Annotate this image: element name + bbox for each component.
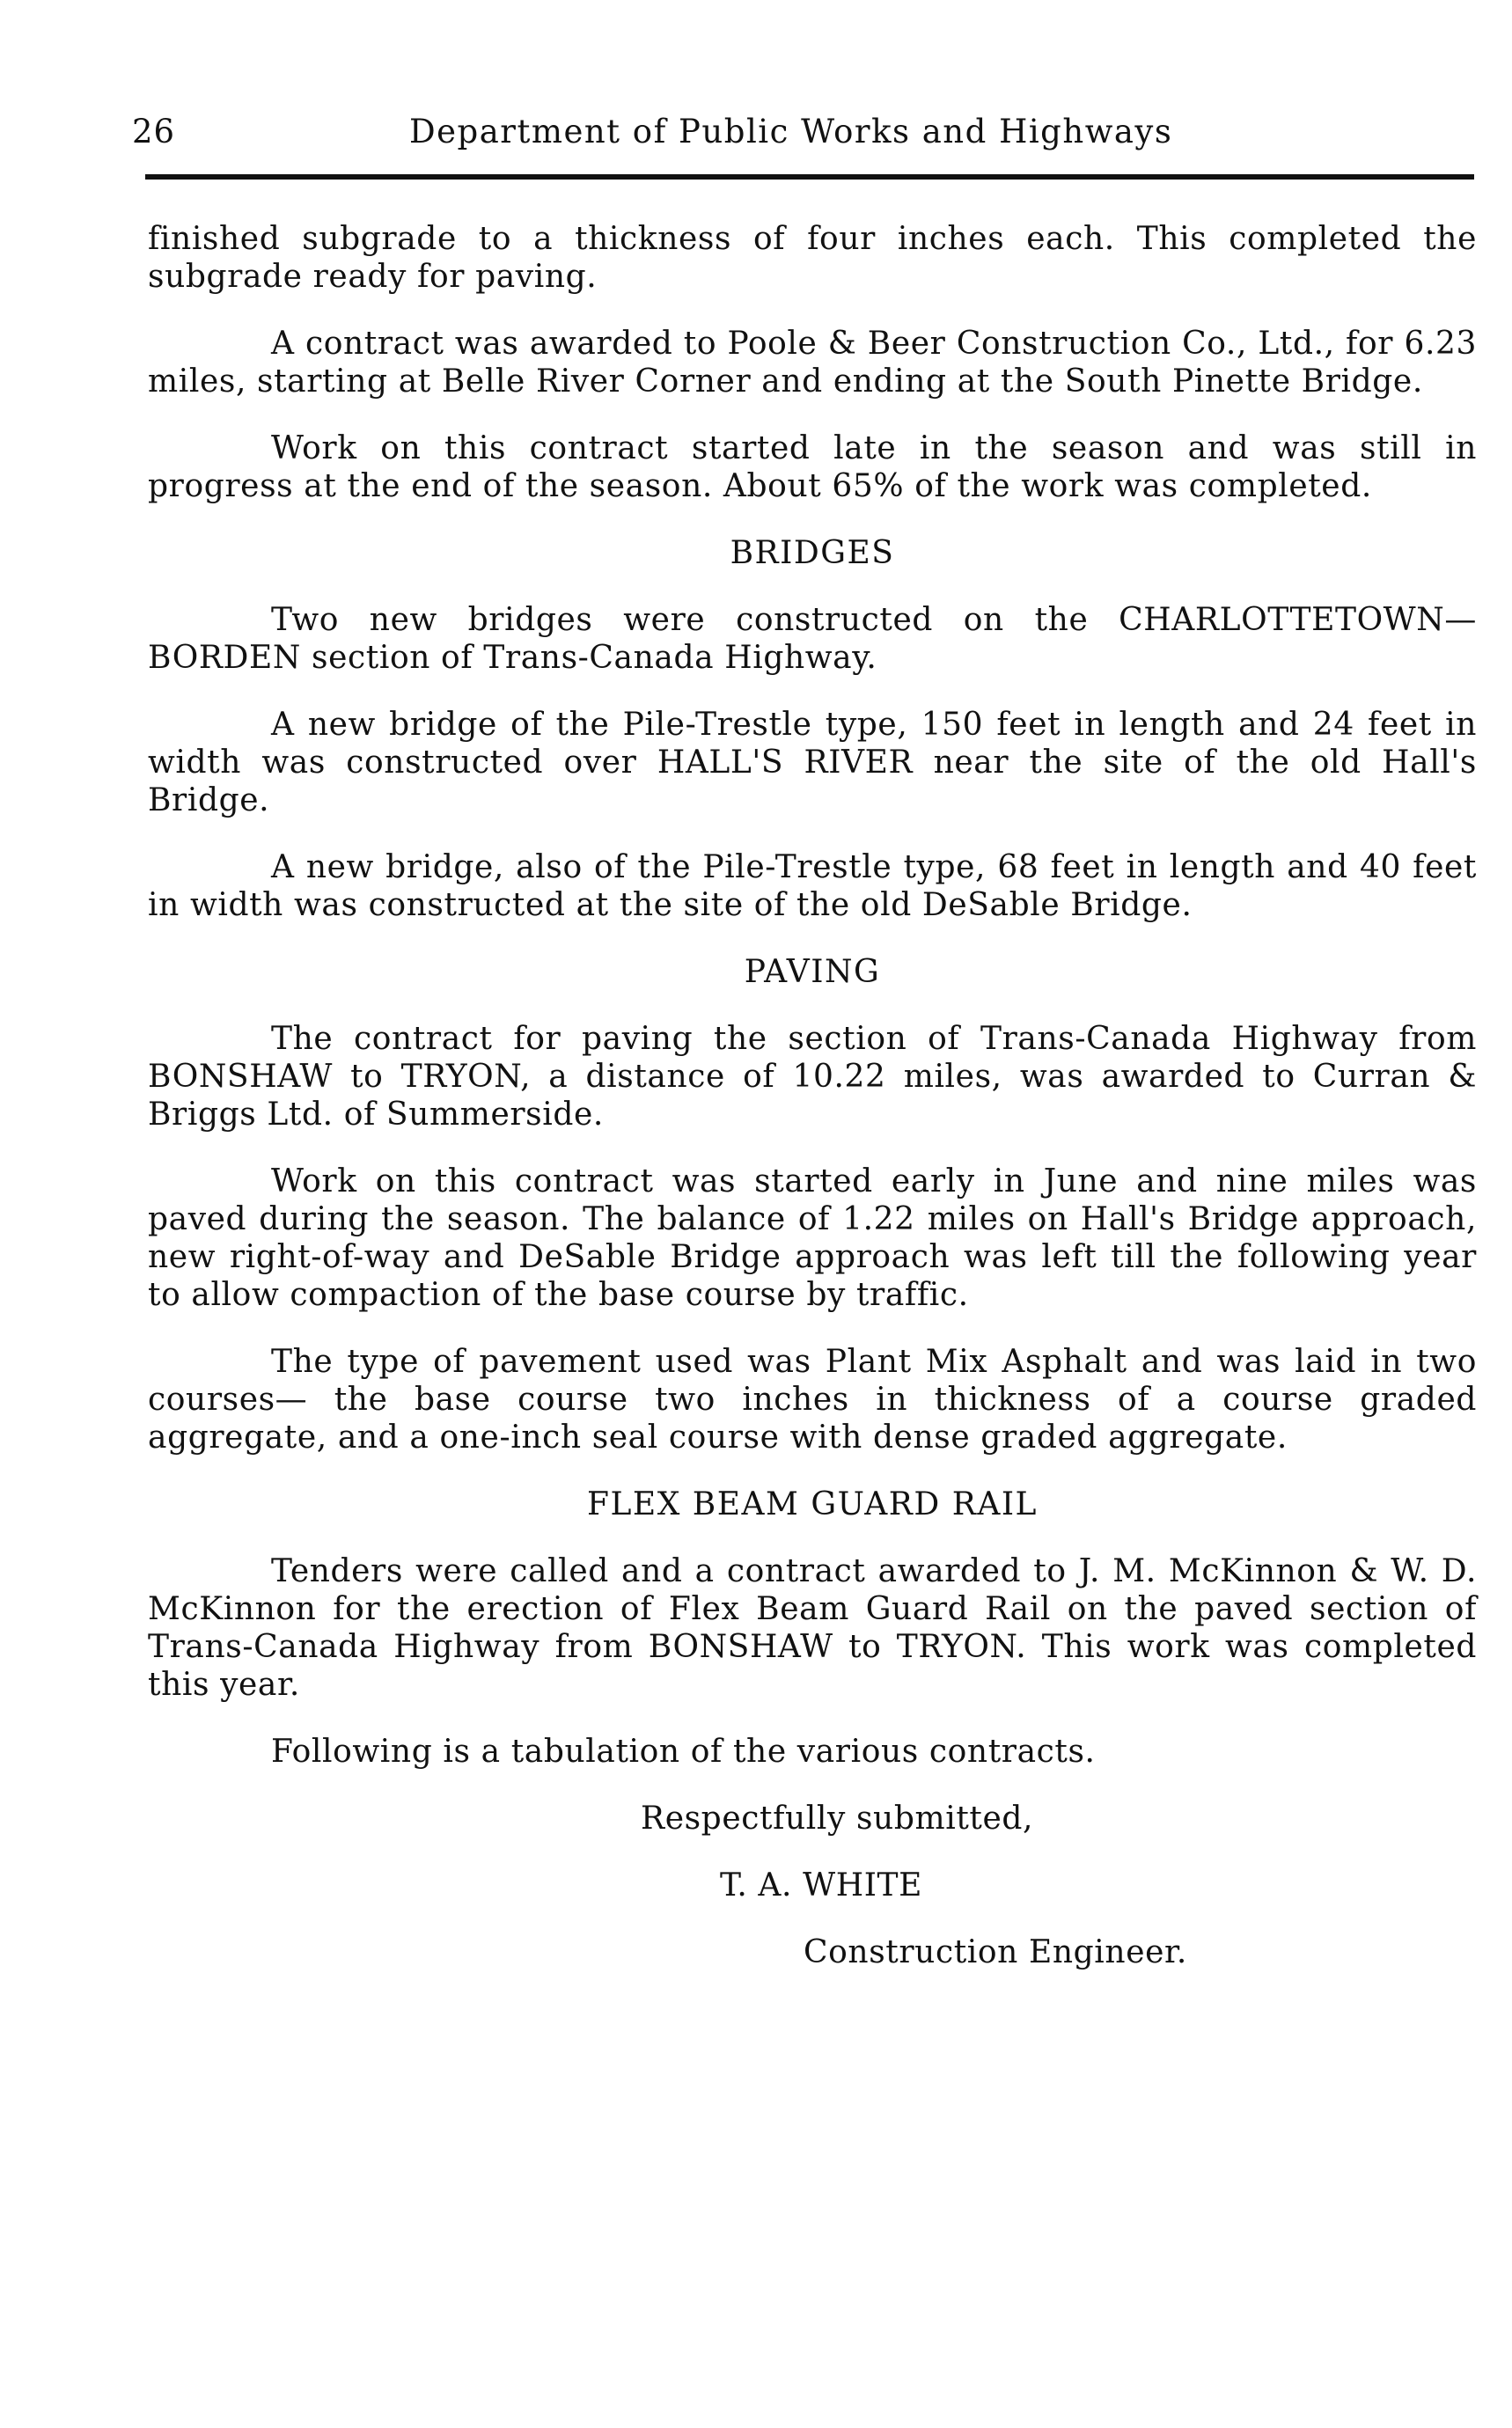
paragraph-bridges-intro: Two new bridges were constructed on the CHARLOTTETOWN—BORDEN section of Trans-Canada Highway. [148,602,1477,676]
paragraph-contract-progress: Work on this contract started late in the season and was still in progress at the end of the season. About 65% of the work was completed. [148,430,1477,504]
paragraph-subgrade: finished subgrade to a thickness of four inches each. This completed the subgrade ready for paving. [148,221,1477,295]
paragraph-paving-contract: The contract for paving the section of Trans-Canada Highway from BONSHAW to TRYON, a distance of 10.22 miles, was awarded to Curran & Briggs Ltd. of Summerside. [148,1021,1477,1133]
heading-guard-rail: FLEX BEAM GUARD RAIL [587,1486,1038,1522]
heading-paving: PAVING [744,954,881,990]
paragraph-guard-rail: Tenders were called and a contract awarded to J. M. McKinnon & W. D. McKinnon for the erection of Flex Beam Guard Rail on the paved section of Trans-Canada Highway from BONSHAW to TRYON. This work was completed this year. [148,1553,1477,1703]
paragraph-pavement-type: The type of pavement used was Plant Mix Asphalt and was laid in two courses— the base course two inches in thickness of a course graded aggregate, and a one-inch seal course with dense graded aggregate. [148,1344,1477,1456]
page-number: 26 [132,113,176,150]
paragraph-halls-river-bridge: A new bridge of the Pile-Trestle type, 150 feet in length and 24 feet in width was constructed over HALL'S RIVER near the site of the old Hall's Bridge. [148,707,1477,818]
paragraph-desable-bridge: A new bridge, also of the Pile-Trestle type, 68 feet in length and 40 feet in width was constructed at the site of the old DeSable Bridge. [148,849,1477,923]
closing-salutation: Respectfully submitted, [641,1801,1034,1837]
paragraph-paving-progress: Work on this contract was started early in June and nine miles was paved during the season. The balance of 1.22 miles on Hall's Bridge approach, new right-of-way and DeSable Bridge approach was left till the following year to allow compaction of the base course by traffic. [148,1163,1477,1313]
heading-bridges: BRIDGES [730,535,895,571]
signature-block [148,1800,1477,1971]
signatory-name: T. A. WHITE [720,1867,923,1904]
paragraph-tabulation: Following is a tabulation of the various contracts. [271,1734,1096,1770]
header-rule [145,174,1474,180]
paragraph-contract-award: A contract was awarded to Poole & Beer Construction Co., Ltd., for 6.23 miles, starting at Belle River Corner and ending at the South Pinette Bridge. [148,326,1477,400]
signatory-title: Construction Engineer. [804,1934,1187,1970]
page-header [132,113,1479,165]
running-title: Department of Public Works and Highways [409,113,1173,150]
body-text [148,220,1477,2000]
